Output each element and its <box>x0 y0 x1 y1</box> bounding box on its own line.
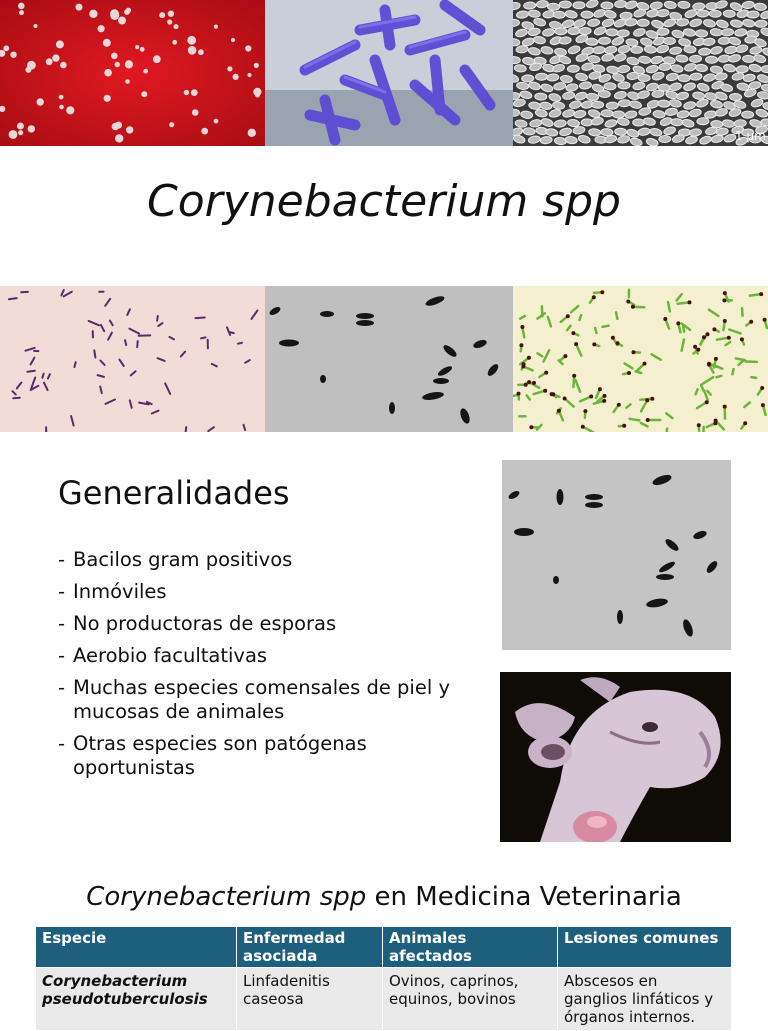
table-cell: Linfadenitis caseosa <box>237 968 383 1031</box>
list-item: - No productoras de esporas <box>58 612 458 636</box>
table-cell: Ovinos, caprinos, equinos, bovinos <box>383 968 558 1031</box>
bullet-marker: - <box>58 548 65 572</box>
bullet-marker: - <box>58 732 65 756</box>
species-table <box>35 926 732 1031</box>
sem-micrograph-image <box>513 0 768 146</box>
stained-smear-micrograph-image <box>513 286 768 432</box>
bullet-marker: - <box>58 676 65 700</box>
list-item: - Inmóviles <box>58 580 458 604</box>
list-item: - Bacilos gram positivos <box>58 548 458 572</box>
phase-contrast-micrograph-image <box>502 460 731 650</box>
column-header: Especie <box>36 927 237 968</box>
generalidades-list <box>58 548 458 788</box>
gram-stain-micrograph-image <box>0 286 265 432</box>
table-row <box>36 968 732 1031</box>
phase-contrast-micrograph-image <box>265 286 513 432</box>
list-item: - Aerobio facultativas <box>58 644 458 668</box>
table-cell: Corynebacterium pseudotuberculosis <box>36 968 237 1031</box>
generalidades-heading: Generalidades <box>58 474 290 512</box>
section-title: Corynebacterium spp en Medicina Veterinaria <box>0 882 768 912</box>
bullet-marker: - <box>58 580 65 604</box>
bacilli-3d-render-image <box>265 0 513 146</box>
column-header: Enfermedad asociada <box>237 927 383 968</box>
bullet-marker: - <box>58 644 65 668</box>
list-item: - Muchas especies comensales de piel y mucosas de animales <box>58 676 458 724</box>
table-cell: Abscesos en ganglios linfáticos y órganos internos. <box>558 968 732 1031</box>
page-title: Corynebacterium spp <box>0 176 768 227</box>
table-header-row <box>36 927 732 968</box>
list-item: - Otras especies son patógenas oportunistas <box>58 732 458 780</box>
bullet-marker: - <box>58 612 65 636</box>
infected-goat-photo <box>500 672 731 842</box>
blood-agar-colonies-image <box>0 0 265 146</box>
scale-bar-label: 1 µm <box>735 129 766 143</box>
column-header: Animales afectados <box>383 927 558 968</box>
column-header: Lesiones comunes <box>558 927 732 968</box>
